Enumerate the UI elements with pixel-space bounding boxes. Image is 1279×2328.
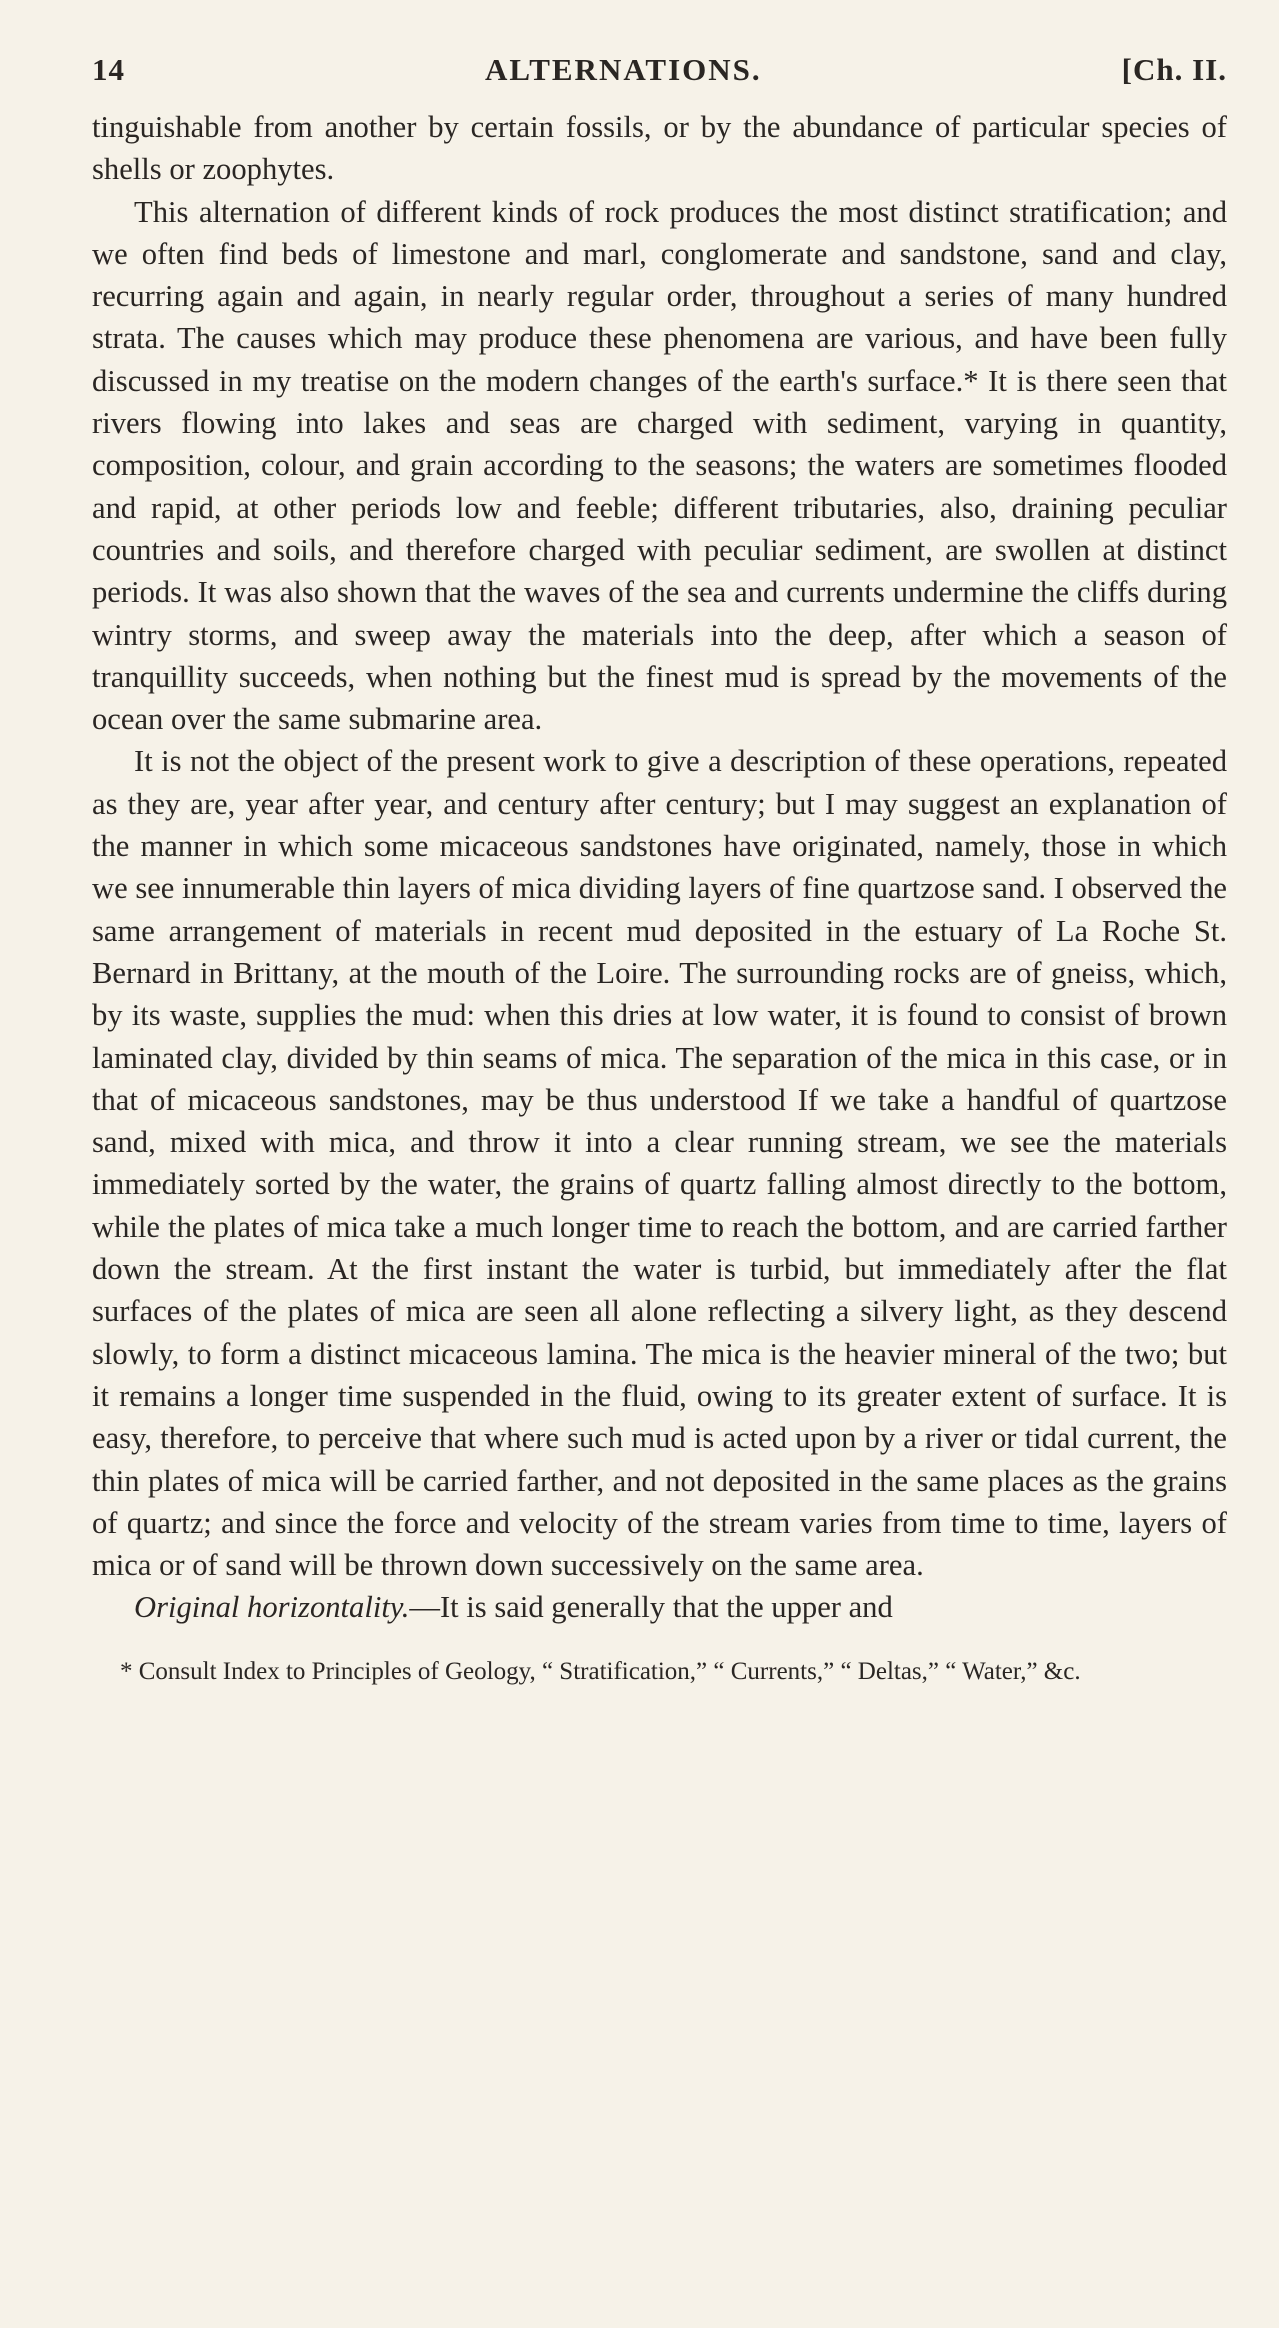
body-text [92,106,1227,1629]
paragraph-4-text: —It is said generally that the upper and [409,1590,893,1625]
running-head [92,52,1227,88]
footnote-text: * Consult Index to Principles of Geology, “ Stratification,” “ Currents,” “ Deltas,” “ Water,” &c. [120,1657,1081,1685]
page-number: 14 [92,52,125,87]
running-title: ALTERNATIONS. [484,52,762,87]
paragraph-1: tinguishable from another by certain fossils, or by the abundance of particular species of shells or zoophytes. [92,110,1227,187]
paragraph-3: It is not the object of the present work to give a description of these operations, repeated as they are, year after year, and century after century; but I may suggest an explanation of the manner in which some micaceous sandstones have originated, namely, those in which we see innumerable thin layers of mica dividing layers of fine quartzose sand. I observed the same arrangement of materials in recent mud deposited in the estuary of La Roche St. Bernard in Brittany, at the mouth of the Loire. The surrounding rocks are of gneiss, which, by its waste, supplies the mud: when this dries at low water, it is found to consist of brown laminated clay, divided by thin seams of mica. The separation of the mica in this case, or in that of micaceous sandstones, may be thus understood If we take a handful of quartzose sand, mixed with mica, and throw it into a clear running stream, we see the materials immediately sorted by the water, the grains of quartz falling almost directly to the bottom, while the plates of mica take a much longer time to reach the bottom, and are carried farther down the stream. At the first instant the water is turbid, but immediately after the flat surfaces of the plates of mica are seen all alone reflecting a silvery light, as they descend slowly, to form a distinct micaceous lamina. The mica is the heavier mineral of the two; but it remains a longer time suspended in the fluid, owing to its greater extent of surface. It is easy, therefore, to perceive that where such mud is acted upon by a river or tidal current, the thin plates of mica will be carried farther, and not deposited in the same places as the grains of quartz; and since the force and velocity of the stream varies from time to time, layers of mica or of sand will be thrown down successively on the same area. [92,744,1227,1583]
footnote [92,1655,1227,1689]
section-heading-original-horizontality: Original horizontality. [134,1590,410,1625]
chapter-label: [Ch. II. [1121,52,1227,87]
paragraph-2: This alternation of different kinds of rock produces the most distinct stratification; and we often find beds of limestone and marl, conglomerate and sandstone, sand and clay, recurring again and again, in nearly regular order, throughout a series of many hundred strata. The causes which may produce these phenomena are various, and have been fully discussed in my treatise on the modern changes of the earth's surface.* It is there seen that rivers flowing into lakes and seas are charged with sediment, varying in quantity, composition, colour, and grain according to the seasons; the waters are sometimes flooded and rapid, at other periods low and feeble; different tributaries, also, draining peculiar countries and soils, and therefore charged with peculiar sediment, are swollen at distinct periods. It was also shown that the waves of the sea and currents undermine the cliffs during wintry storms, and sweep away the materials into the deep, after which a season of tranquillity succeeds, when nothing but the finest mud is spread by the movements of the ocean over the same submarine area. [92,194,1227,737]
paragraph-4 [92,1586,1227,1628]
